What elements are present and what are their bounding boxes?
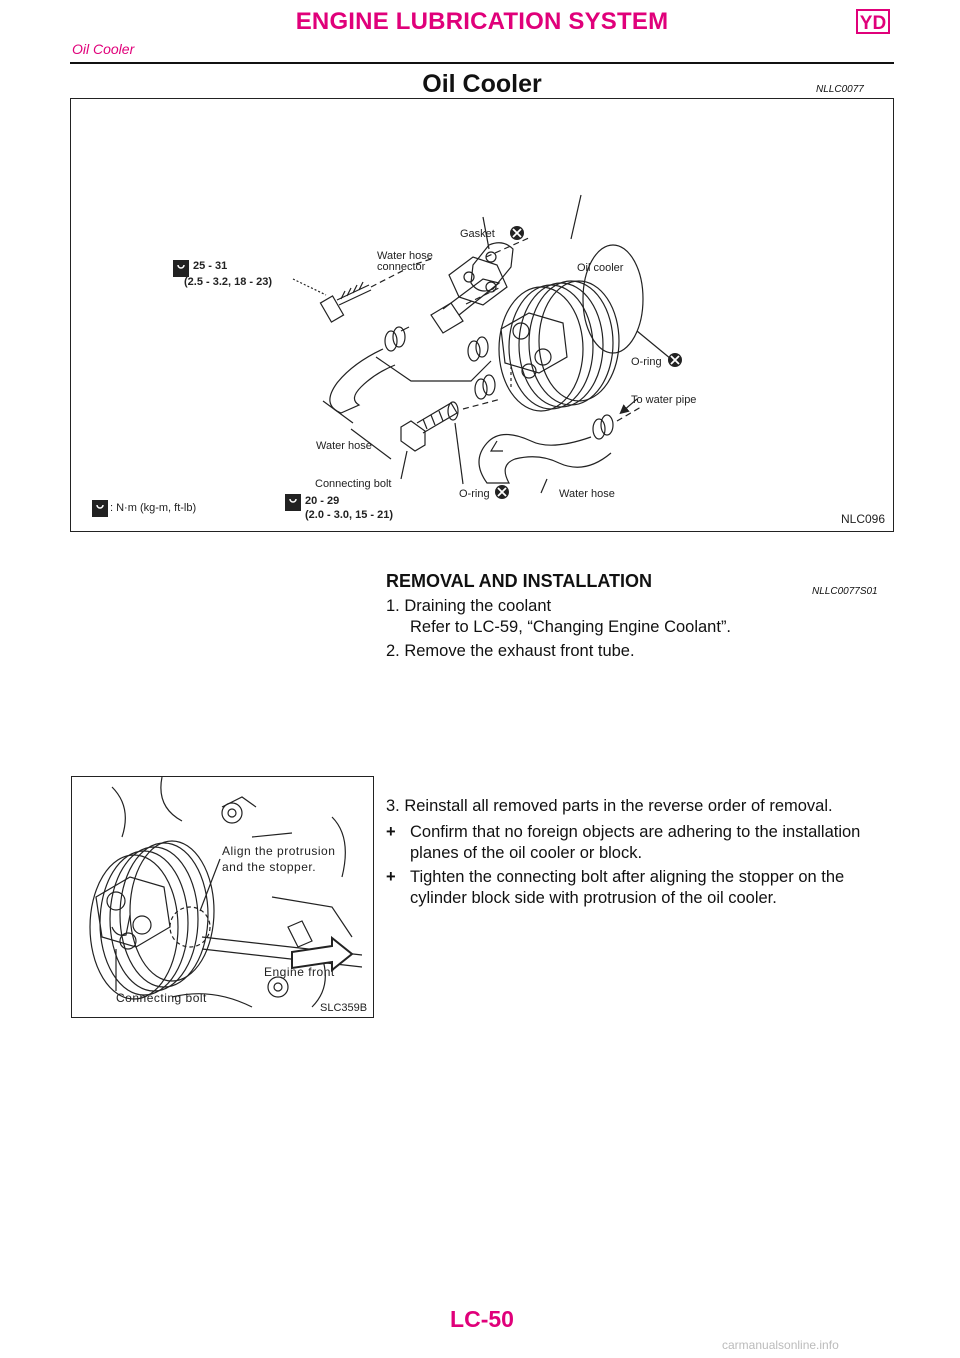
running-header-subtitle: Oil Cooler xyxy=(72,41,135,57)
label-o-ring-right: O-ring xyxy=(631,356,662,368)
hose-clamp-icon xyxy=(385,327,409,351)
label-connecting-bolt: Connecting bolt xyxy=(116,991,207,1005)
step-2: 2. Remove the exhaust front tube. xyxy=(386,642,635,660)
water-hose-left-part xyxy=(330,349,395,413)
step-3: 3. Reinstall all removed parts in the reverse order of removal. xyxy=(386,797,833,815)
label-align-1: Align the protrusion xyxy=(222,844,336,858)
label-torque-top-2: (2.5 - 3.2, 18 - 23) xyxy=(184,276,273,288)
label-gasket: Gasket xyxy=(460,228,495,240)
watermark: carmanualsonline.info xyxy=(722,1338,839,1352)
figure2-code: SLC359B xyxy=(320,1002,368,1014)
label-to-water-pipe: To water pipe xyxy=(631,394,697,406)
torque-wrench-icon xyxy=(285,494,301,511)
water-hose-connector-part xyxy=(431,257,507,333)
bullet-2-line-1: Tighten the connecting bolt after aligning the stopper on the xyxy=(410,868,845,886)
section-title: Oil Cooler xyxy=(422,70,542,98)
figure1-code: NLC096 xyxy=(841,512,886,526)
label-oil-cooler: Oil cooler xyxy=(577,262,624,274)
page-code: LC-50 xyxy=(450,1306,514,1332)
label-water-hose-left: Water hose xyxy=(316,440,372,452)
oil-cooler-body xyxy=(90,841,214,999)
label-o-ring-bottom: O-ring xyxy=(459,488,490,500)
section-code: NLLC0077 xyxy=(816,84,864,95)
hose-clamp-icon xyxy=(593,415,613,439)
hose-clamp-icon xyxy=(468,337,488,361)
label-align-2: and the stopper. xyxy=(222,860,317,874)
label-torque-top-1: 25 - 31 xyxy=(193,260,228,272)
bullet-1-line-1: Confirm that no foreign objects are adhering to the installation xyxy=(410,823,861,841)
oil-cooler-alignment-diagram xyxy=(71,776,374,1018)
do-not-reuse-icon xyxy=(495,485,509,499)
exploded-view-drawing xyxy=(71,99,893,531)
torque-wrench-icon xyxy=(92,500,108,517)
oil-cooler-exploded-diagram xyxy=(70,98,894,532)
do-not-reuse-icon xyxy=(668,353,682,367)
torque-wrench-icon xyxy=(173,260,189,277)
hose-clamp-icon xyxy=(475,375,495,399)
label-torque-bottom-2: (2.0 - 3.0, 15 - 21) xyxy=(305,509,394,521)
label-water-hose-connector-2: connector xyxy=(377,261,426,273)
bullet-2-line-2: cylinder block side with protrusion of the oil cooler. xyxy=(410,889,777,907)
alignment-drawing xyxy=(72,777,373,1017)
header-rule xyxy=(70,62,894,64)
engine-code-badge: YD xyxy=(856,9,890,34)
step-1-reference: Refer to LC-59, “Changing Engine Coolant”. xyxy=(410,618,732,636)
step-1: 1. Draining the coolant xyxy=(386,597,552,615)
running-header-title: ENGINE LUBRICATION SYSTEM xyxy=(295,8,669,35)
bolt-top-icon xyxy=(320,282,371,322)
legend-unit: : N·m (kg-m, ft-lb) xyxy=(110,502,197,514)
label-engine-front: Engine front xyxy=(264,965,335,979)
removal-heading: REMOVAL AND INSTALLATION xyxy=(386,571,652,591)
water-hose-right-part xyxy=(479,434,611,483)
o-ring-small xyxy=(448,402,458,420)
bullet-glyph: + xyxy=(386,823,396,841)
bullet-glyph: + xyxy=(386,868,396,886)
label-connecting-bolt: Connecting bolt xyxy=(315,478,392,490)
removal-code: NLLC0077S01 xyxy=(812,586,878,597)
do-not-reuse-icon xyxy=(510,226,524,240)
label-water-hose-connector-1: Water hose xyxy=(377,250,433,262)
label-torque-bottom-1: 20 - 29 xyxy=(305,495,340,507)
bullet-1-line-2: planes of the oil cooler or block. xyxy=(410,844,643,862)
label-water-hose-right: Water hose xyxy=(559,488,615,500)
